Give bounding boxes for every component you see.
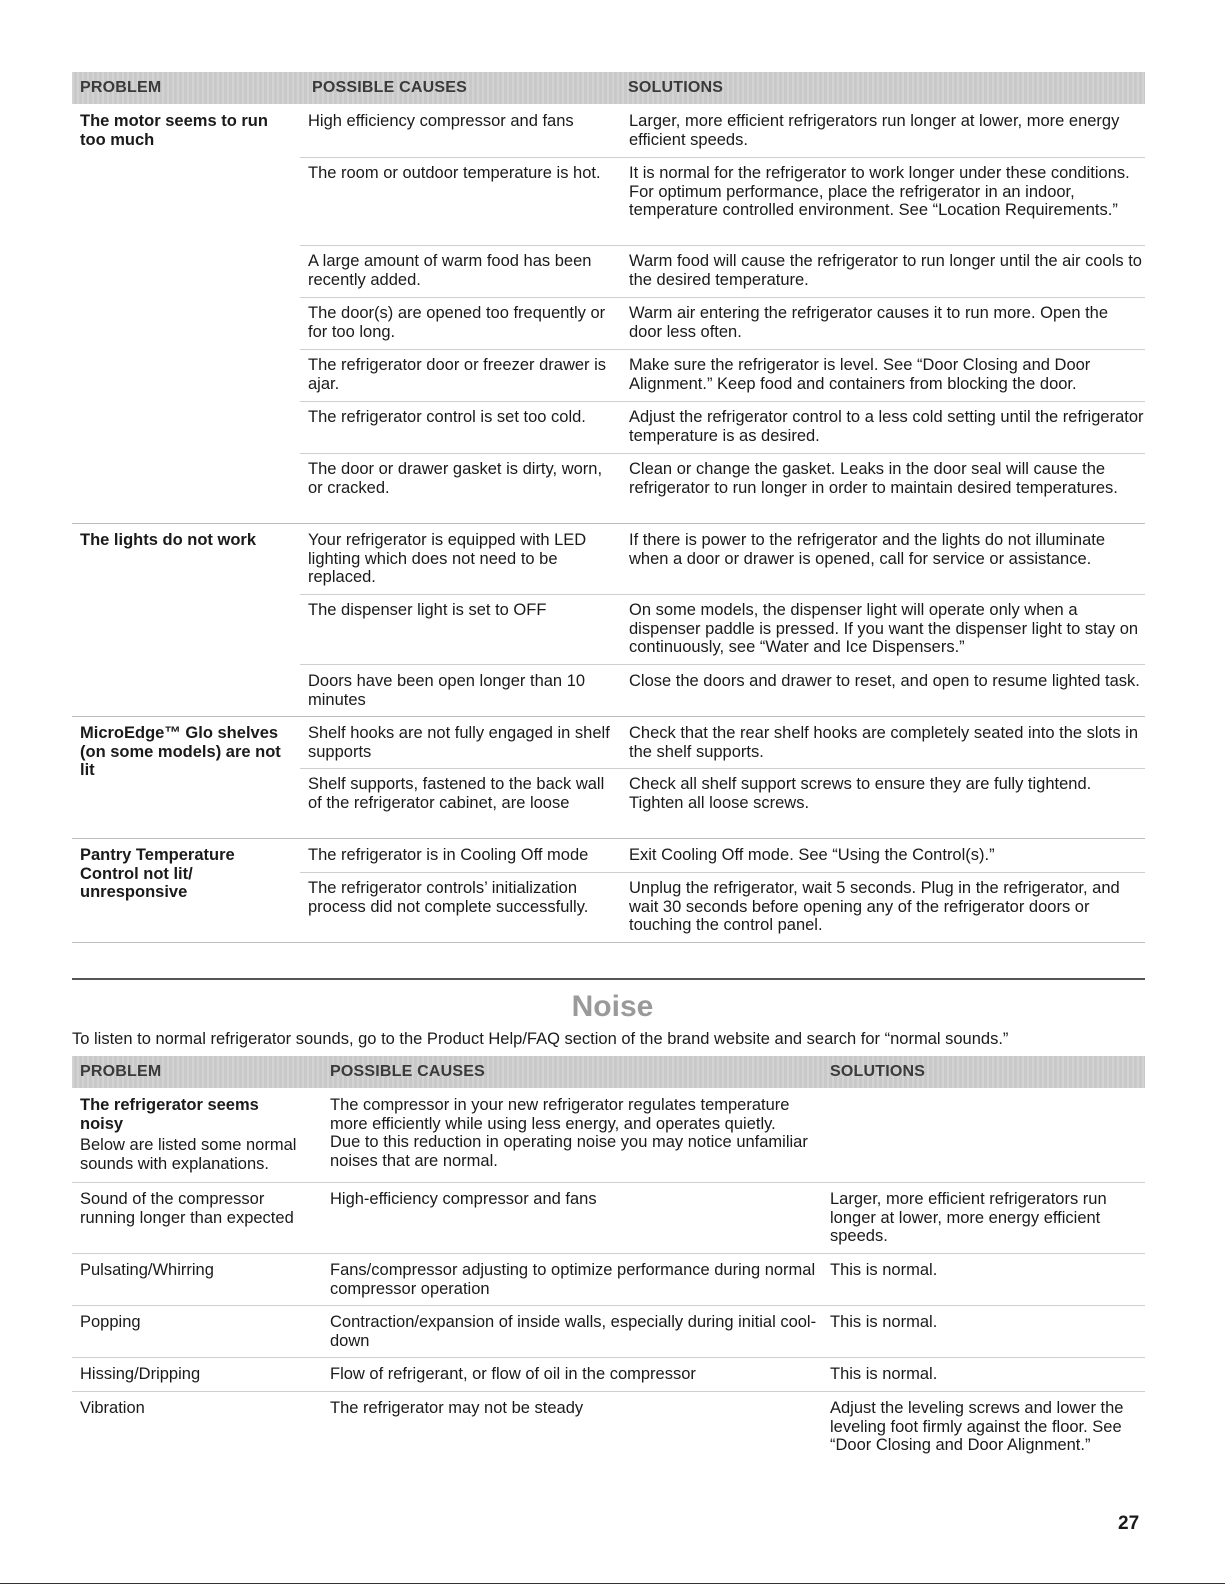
solution-cell: Close the doors and drawer to reset, and open to resume lighted task. xyxy=(629,672,1140,690)
group-divider xyxy=(72,523,1145,524)
problem-cell: Hissing/Dripping xyxy=(80,1365,201,1383)
cause-cell: A large amount of warm food has been recently added. xyxy=(308,252,592,289)
noise-table-header xyxy=(72,1056,1145,1088)
cause-cell: Flow of refrigerant, or flow of oil in the compressor xyxy=(330,1365,696,1383)
cause-cell: High efficiency compressor and fans xyxy=(308,112,574,130)
row-divider xyxy=(300,453,1145,454)
cause-cell: Shelf hooks are not fully engaged in shelf supports xyxy=(308,724,610,761)
problem-note: Below are listed some normal sounds with explanations. xyxy=(80,1136,297,1173)
solution-cell: Make sure the refrigerator is level. See “Door Closing and Door Alignment.” Keep food and containers from blocking the door. xyxy=(629,356,1091,393)
cause-cell: The room or outdoor temperature is hot. xyxy=(308,164,601,182)
solution-cell: Check that the rear shelf hooks are completely seated into the slots in the shelf supports. xyxy=(629,724,1139,761)
solution-cell: Warm air entering the refrigerator causes it to run more. Open the door less often. xyxy=(629,304,1109,341)
problem-cell: The lights do not work xyxy=(80,531,256,549)
solution-cell: Larger, more efficient refrigerators run longer at lower, more energy efficient speeds. xyxy=(629,112,1120,149)
cause-cell: The refrigerator control is set too cold. xyxy=(308,408,586,426)
section-title: Noise xyxy=(571,990,654,1023)
cause-cell: The door(s) are opened too frequently or for too long. xyxy=(308,304,606,341)
solution-cell: On some models, the dispenser light will operate only when a dispenser paddle is pressed. If you want the dispenser light to stay on continuously, see “Water and Ice Dispensers.” xyxy=(629,601,1139,656)
row-divider xyxy=(300,157,1145,158)
cause-cell: The dispenser light is set to OFF xyxy=(308,601,547,619)
row-divider xyxy=(300,349,1145,350)
header-problem: PROBLEM xyxy=(80,1063,162,1080)
problem-cell: The motor seems to run too much xyxy=(80,112,268,149)
problem-cell: Pantry Temperature Control not lit/ unresponsive xyxy=(80,846,235,901)
problem-title: The refrigerator seems noisy xyxy=(80,1096,259,1133)
header-solutions: SOLUTIONS xyxy=(628,79,724,96)
row-divider xyxy=(300,872,1145,873)
table-header xyxy=(72,72,1145,104)
problem-cell: Vibration xyxy=(80,1399,145,1417)
header-possible-causes: POSSIBLE CAUSES xyxy=(312,79,468,96)
cause-cell: Fans/compressor adjusting to optimize performance during normal compressor operation xyxy=(330,1261,816,1298)
row-divider xyxy=(300,245,1145,246)
cause-cell: The refrigerator door or freezer drawer is ajar. xyxy=(308,356,607,393)
problem-cell: Sound of the compressor running longer than expected xyxy=(80,1190,294,1227)
row-divider xyxy=(300,594,1145,595)
cause-cell: The door or drawer gasket is dirty, worn, or cracked. xyxy=(308,460,603,497)
row-divider xyxy=(300,768,1145,769)
row-divider xyxy=(72,1305,1145,1306)
row-divider xyxy=(72,1391,1145,1392)
solution-cell: It is normal for the refrigerator to work longer under these conditions. For optimum performance, place the refrigerator in an indoor, temperature controlled environment. See “Location Requirements.” xyxy=(629,164,1130,219)
solution-cell: Check all shelf support screws to ensure they are fully tightend. Tighten all loose screws. xyxy=(629,775,1092,812)
solution-cell: Adjust the leveling screws and lower the leveling foot firmly against the floor. See “Door Closing and Door Alignment.” xyxy=(830,1399,1124,1454)
row-divider xyxy=(72,1253,1145,1254)
group-divider xyxy=(72,942,1145,943)
solution-cell: Larger, more efficient refrigerators run longer at lower, more energy efficient speeds. xyxy=(830,1190,1107,1245)
cause-cell: High-efficiency compressor and fans xyxy=(330,1190,597,1208)
cause-cell: Doors have been open longer than 10 minutes xyxy=(308,672,586,709)
row-divider xyxy=(72,1357,1145,1358)
row-divider xyxy=(300,664,1145,665)
row-divider xyxy=(72,1182,1145,1183)
solution-cell: Unplug the refrigerator, wait 5 seconds. Plug in the refrigerator, and wait 30 seconds before opening any of the refrigerator doors or touching the control panel. xyxy=(629,879,1120,934)
solution-cell: Warm food will cause the refrigerator to run longer until the air cools to the desired temperature. xyxy=(629,252,1142,289)
section-intro: To listen to normal refrigerator sounds, go to the Product Help/FAQ section of the brand website and search for “normal sounds.” xyxy=(72,1030,1009,1048)
problem-cell: MicroEdge™ Glo shelves (on some models) are not lit xyxy=(80,724,281,779)
solution-cell: This is normal. xyxy=(830,1365,938,1383)
problem-cell: Popping xyxy=(80,1313,141,1331)
solution-cell: This is normal. xyxy=(830,1261,938,1279)
solution-cell: Exit Cooling Off mode. See “Using the Control(s).” xyxy=(629,846,995,864)
row-divider xyxy=(300,297,1145,298)
solution-cell: Clean or change the gasket. Leaks in the door seal will cause the refrigerator to run longer in order to maintain desired temperatures. xyxy=(629,460,1118,497)
header-problem: PROBLEM xyxy=(80,79,162,96)
cause-cell: The refrigerator is in Cooling Off mode xyxy=(308,846,589,864)
cause-cell: The refrigerator may not be steady xyxy=(330,1399,584,1417)
page-bottom-rule xyxy=(0,1583,1225,1584)
solution-cell: This is normal. xyxy=(830,1313,938,1331)
cause-cell: The compressor in your new refrigerator regulates temperature more efficiently while using less energy, and operates quietly. Due to this reduction in operating noise you may notice unfamiliar noises that are normal. xyxy=(330,1096,808,1170)
row-divider xyxy=(300,401,1145,402)
section-divider xyxy=(72,978,1145,980)
cause-cell: Shelf supports, fastened to the back wall of the refrigerator cabinet, are loose xyxy=(308,775,605,812)
header-solutions: SOLUTIONS xyxy=(830,1063,926,1080)
cause-cell: Contraction/expansion of inside walls, especially during initial cool-down xyxy=(330,1313,817,1350)
group-divider xyxy=(72,838,1145,839)
group-divider xyxy=(72,716,1145,717)
solution-cell: If there is power to the refrigerator and the lights do not illuminate when a door or drawer is opened, call for service or assistance. xyxy=(629,531,1106,568)
problem-cell xyxy=(80,1096,320,1173)
header-possible-causes: POSSIBLE CAUSES xyxy=(330,1063,486,1080)
problem-cell: Pulsating/Whirring xyxy=(80,1261,214,1279)
cause-cell: The refrigerator controls’ initialization process did not complete successfully. xyxy=(308,879,589,916)
cause-cell: Your refrigerator is equipped with LED lighting which does not need to be replaced. xyxy=(308,531,587,586)
solution-cell: Adjust the refrigerator control to a less cold setting until the refrigerator temperature is as desired. xyxy=(629,408,1144,445)
page-number: 27 xyxy=(1118,1513,1140,1534)
